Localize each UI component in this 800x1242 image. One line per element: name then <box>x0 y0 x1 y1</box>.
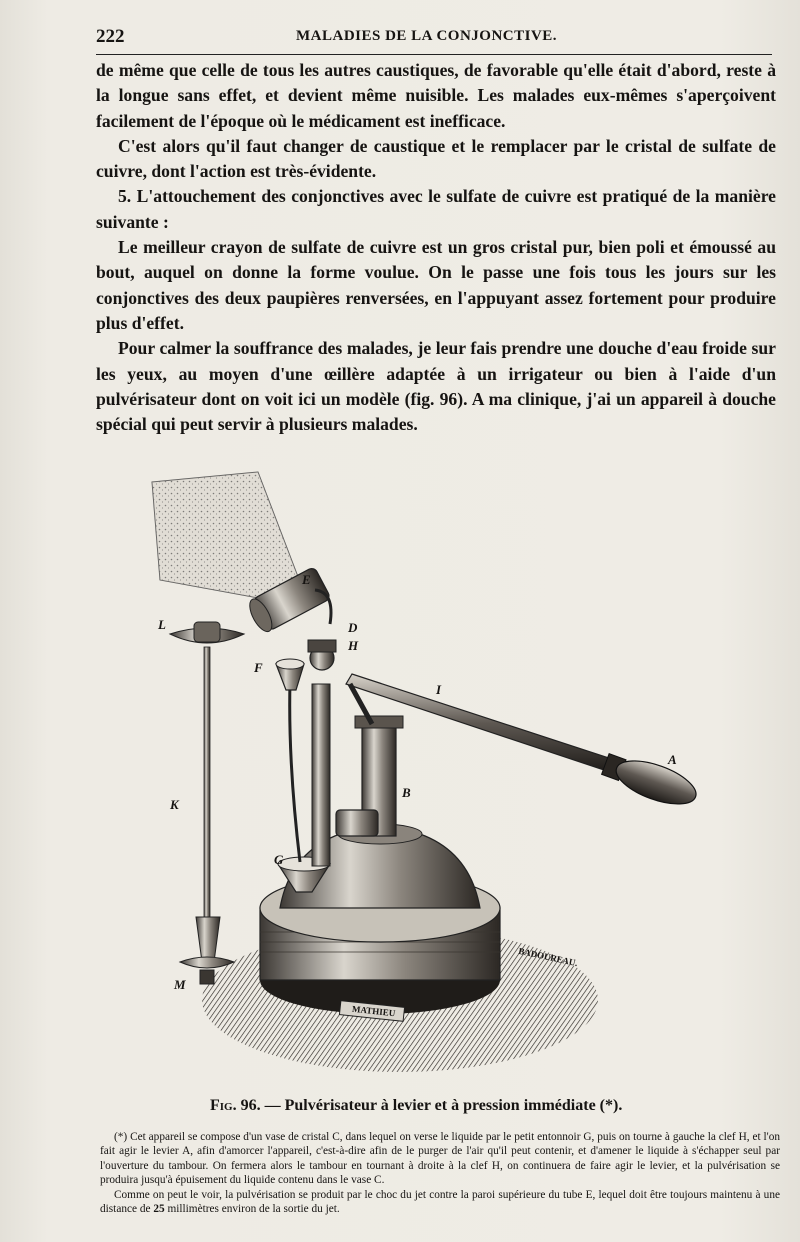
paragraph-1: de même que celle de tous les autres caustiques, de favorable qu'elle était d'abord, reste à la longue sans effet, et devient même nuisible. Les malades eux-mêmes s'aperçoivent facilement de l'époque où le médicament est inefficace. <box>96 60 776 131</box>
label-m: M <box>174 977 186 992</box>
footnote-p2-end: millimètres environ de la sortie du jet. <box>164 1203 340 1216</box>
page-header <box>96 26 772 55</box>
label-d: D <box>348 620 358 635</box>
coupling <box>336 810 378 836</box>
label-k: K <box>170 797 179 812</box>
paragraph-3: 5. L'attouchement des conjonctives avec le sulfate de cuivre est pratiqué de la manière suivante : <box>96 186 776 232</box>
label-f: F <box>254 660 263 675</box>
figure-caption <box>210 1097 622 1115</box>
footnote-distance-value: 25 <box>153 1203 165 1216</box>
feed-tube <box>312 684 330 866</box>
footnote-paragraph-2 <box>100 1188 780 1217</box>
label-i: I <box>436 682 442 697</box>
caption-figure-label: Fig. 96. <box>210 1097 261 1114</box>
label-a: A <box>668 752 677 767</box>
figure-96-illustration <box>140 462 760 1082</box>
label-l: L <box>158 617 166 632</box>
label-h: H <box>348 638 359 653</box>
paragraph-5: Pour calmer la souffrance des malades, je leur fais prendre une douche d'eau froide sur les yeux, au moyen d'une œillère adaptée à un irrigateur ou bien à l'aide d'un pulvérisateur dont on voit ici un modèle (fig. 96). A ma clinique, j'ai un appareil à douche spécial qui peut servir à plusieurs malades. <box>96 338 776 435</box>
footnote <box>100 1130 780 1216</box>
pulverizer-engraving <box>140 462 760 1082</box>
handle-a <box>600 748 702 813</box>
running-title: MALADIES DE LA CONJONCTIVE. <box>296 28 558 44</box>
label-b: B <box>402 785 411 800</box>
label-g: G <box>274 852 284 867</box>
maker-plate-text: MATHIEU <box>351 1003 396 1019</box>
caption-text: — Pulvérisateur à levier et à pression immédiate (*). <box>264 1097 623 1114</box>
paragraph-2: C'est alors qu'il faut changer de caustique et le remplacer par le cristal de sulfate de cuivre, dont l'action est très-évidente. <box>96 135 776 182</box>
rod-k <box>170 622 244 984</box>
body-text <box>96 58 776 437</box>
engraver-signature: BADOUREAU. <box>517 945 579 969</box>
footnote-paragraph-1: (*) Cet appareil se compose d'un vase de cristal C, dans lequel on verse le liquide par le petit entonnoir G, puis on tourne à gauche la clef H, et l'on fait agir le levier A, afin d'amorcer l'appareil, c'est-à-dire afin de le purger de l'air qu'il peut contenir, et d'amener le liquide à s'échapper seul par l'ouverture du tambour. On fermera alors le tambour en tournant à droite à la clef H, on continuera de faire agir le levier, et la pulvérisation se produira jusqu'à épuisement du liquide contenu dans le vase C. <box>100 1131 780 1187</box>
label-e: E <box>302 572 311 587</box>
page-number: 222 <box>96 26 125 47</box>
footnote-p2-start: Comme on peut le voir, la pulvérisation se produit par le choc du jet contre la paroi supérieure du tube E, lequel doit être toujours maintenu à une distance de <box>100 1188 780 1216</box>
paragraph-4: Le meilleur crayon de sulfate de cuivre est un gros cristal pur, bien poli et émoussé au bout, auquel on donne la forme voulue. On le passe une fois tous les jours sur les conjonctives des deux paupières renversées, en l'appuyant assez fortement pour produire plus d'effet. <box>96 237 776 333</box>
